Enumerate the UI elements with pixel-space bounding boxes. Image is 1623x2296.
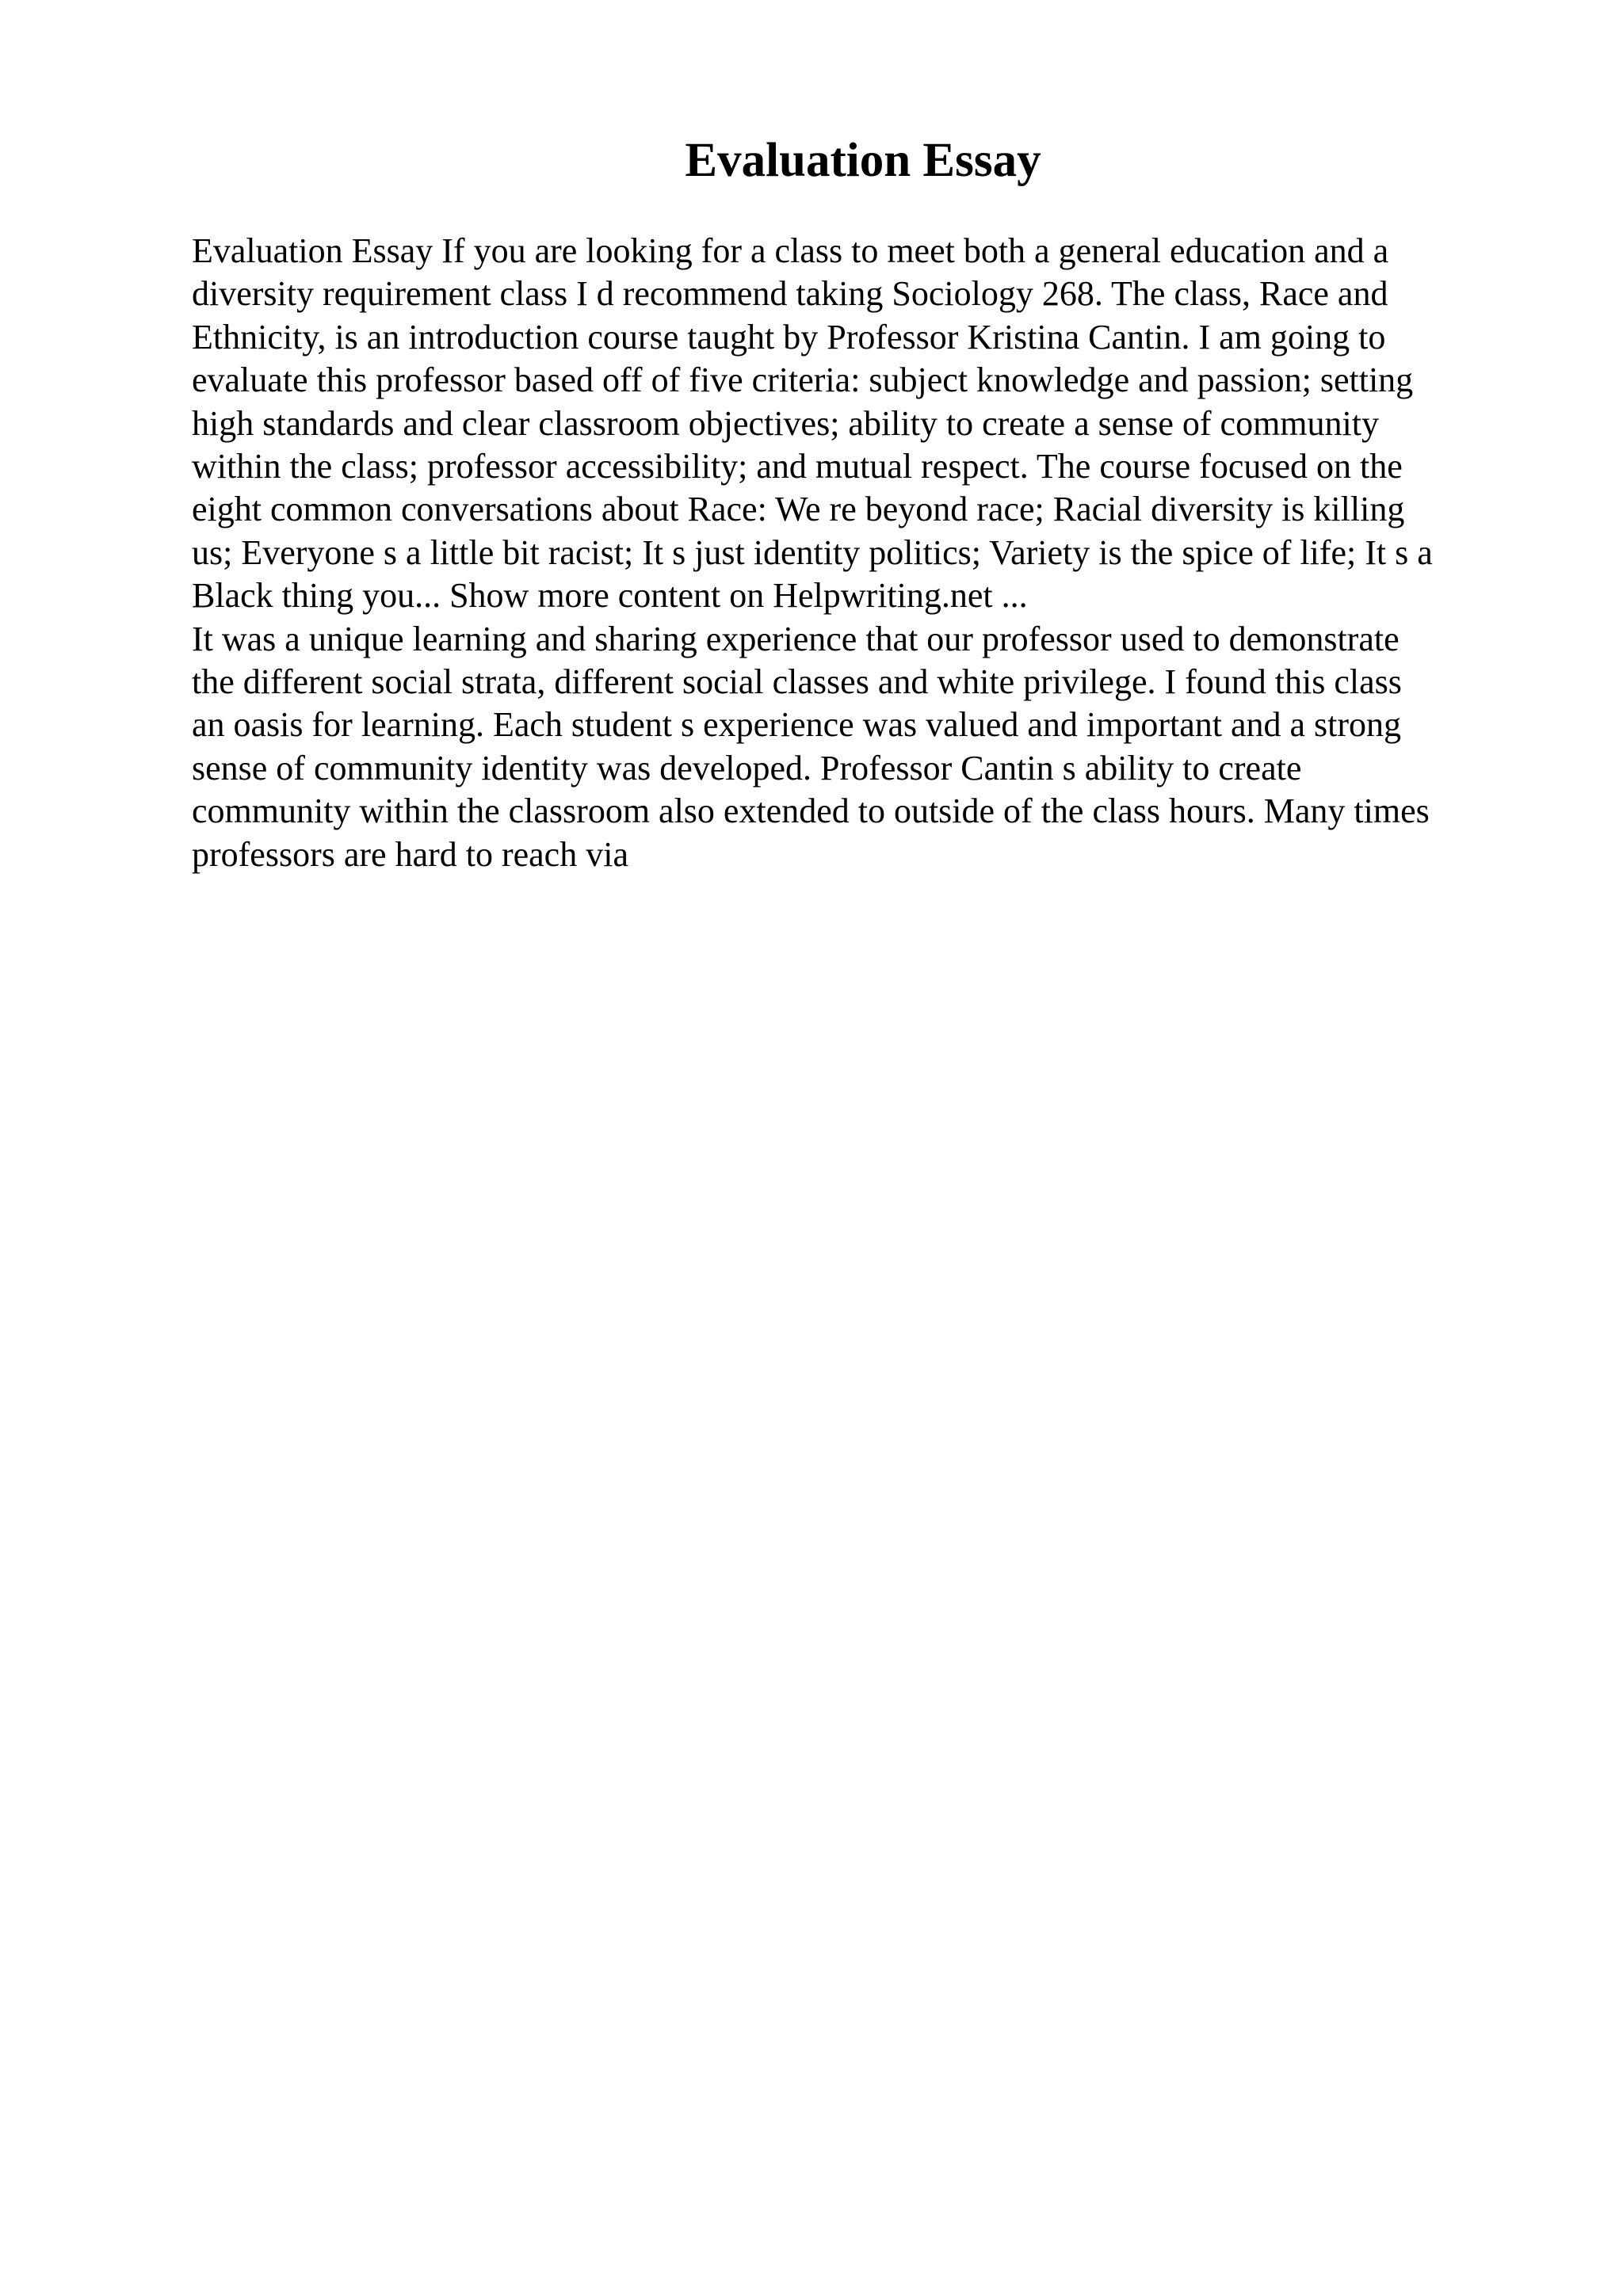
text-line: us; Everyone s a little bit racist; It s just identity politics; Variety is the spice of life; It s a [192, 532, 1433, 572]
text-line: professors are hard to reach via [192, 834, 628, 874]
text-line: It was a unique learning and sharing experience that our professor used to demonstrate [192, 619, 1400, 658]
text-line: diversity requirement class I d recommend taking Sociology 268. The class, Race and [192, 274, 1388, 314]
text-line: community within the classroom also extended to outside of the class hours. Many times [192, 791, 1430, 831]
text-line: an oasis for learning. Each student s experience was valued and important and a strong [192, 705, 1402, 745]
text-line: Evaluation Essay If you are looking for a class to meet both a general education and a [192, 231, 1389, 270]
text-line: Ethnicity, is an introduction course taught by Professor Kristina Cantin. I am going to [192, 317, 1386, 357]
text-line: within the class; professor accessibility; and mutual respect. The course focused on the [192, 447, 1403, 486]
text-line: sense of community identity was developed. Professor Cantin s ability to create [192, 748, 1302, 788]
text-line: the different social strata, different social classes and white privilege. I found this class [192, 662, 1402, 702]
text-line: Black thing you... Show more content on Helpwriting.net ... [192, 576, 1028, 616]
text-line: evaluate this professor based off of five criteria: subject knowledge and passion; setting [192, 360, 1414, 400]
document-title: Evaluation Essay [685, 134, 1041, 187]
essay-body [192, 230, 1555, 876]
text-line: eight common conversations about Race: We re beyond race; Racial diversity is killing [192, 490, 1405, 529]
text-line: high standards and clear classroom objectives; ability to create a sense of community [192, 403, 1379, 443]
